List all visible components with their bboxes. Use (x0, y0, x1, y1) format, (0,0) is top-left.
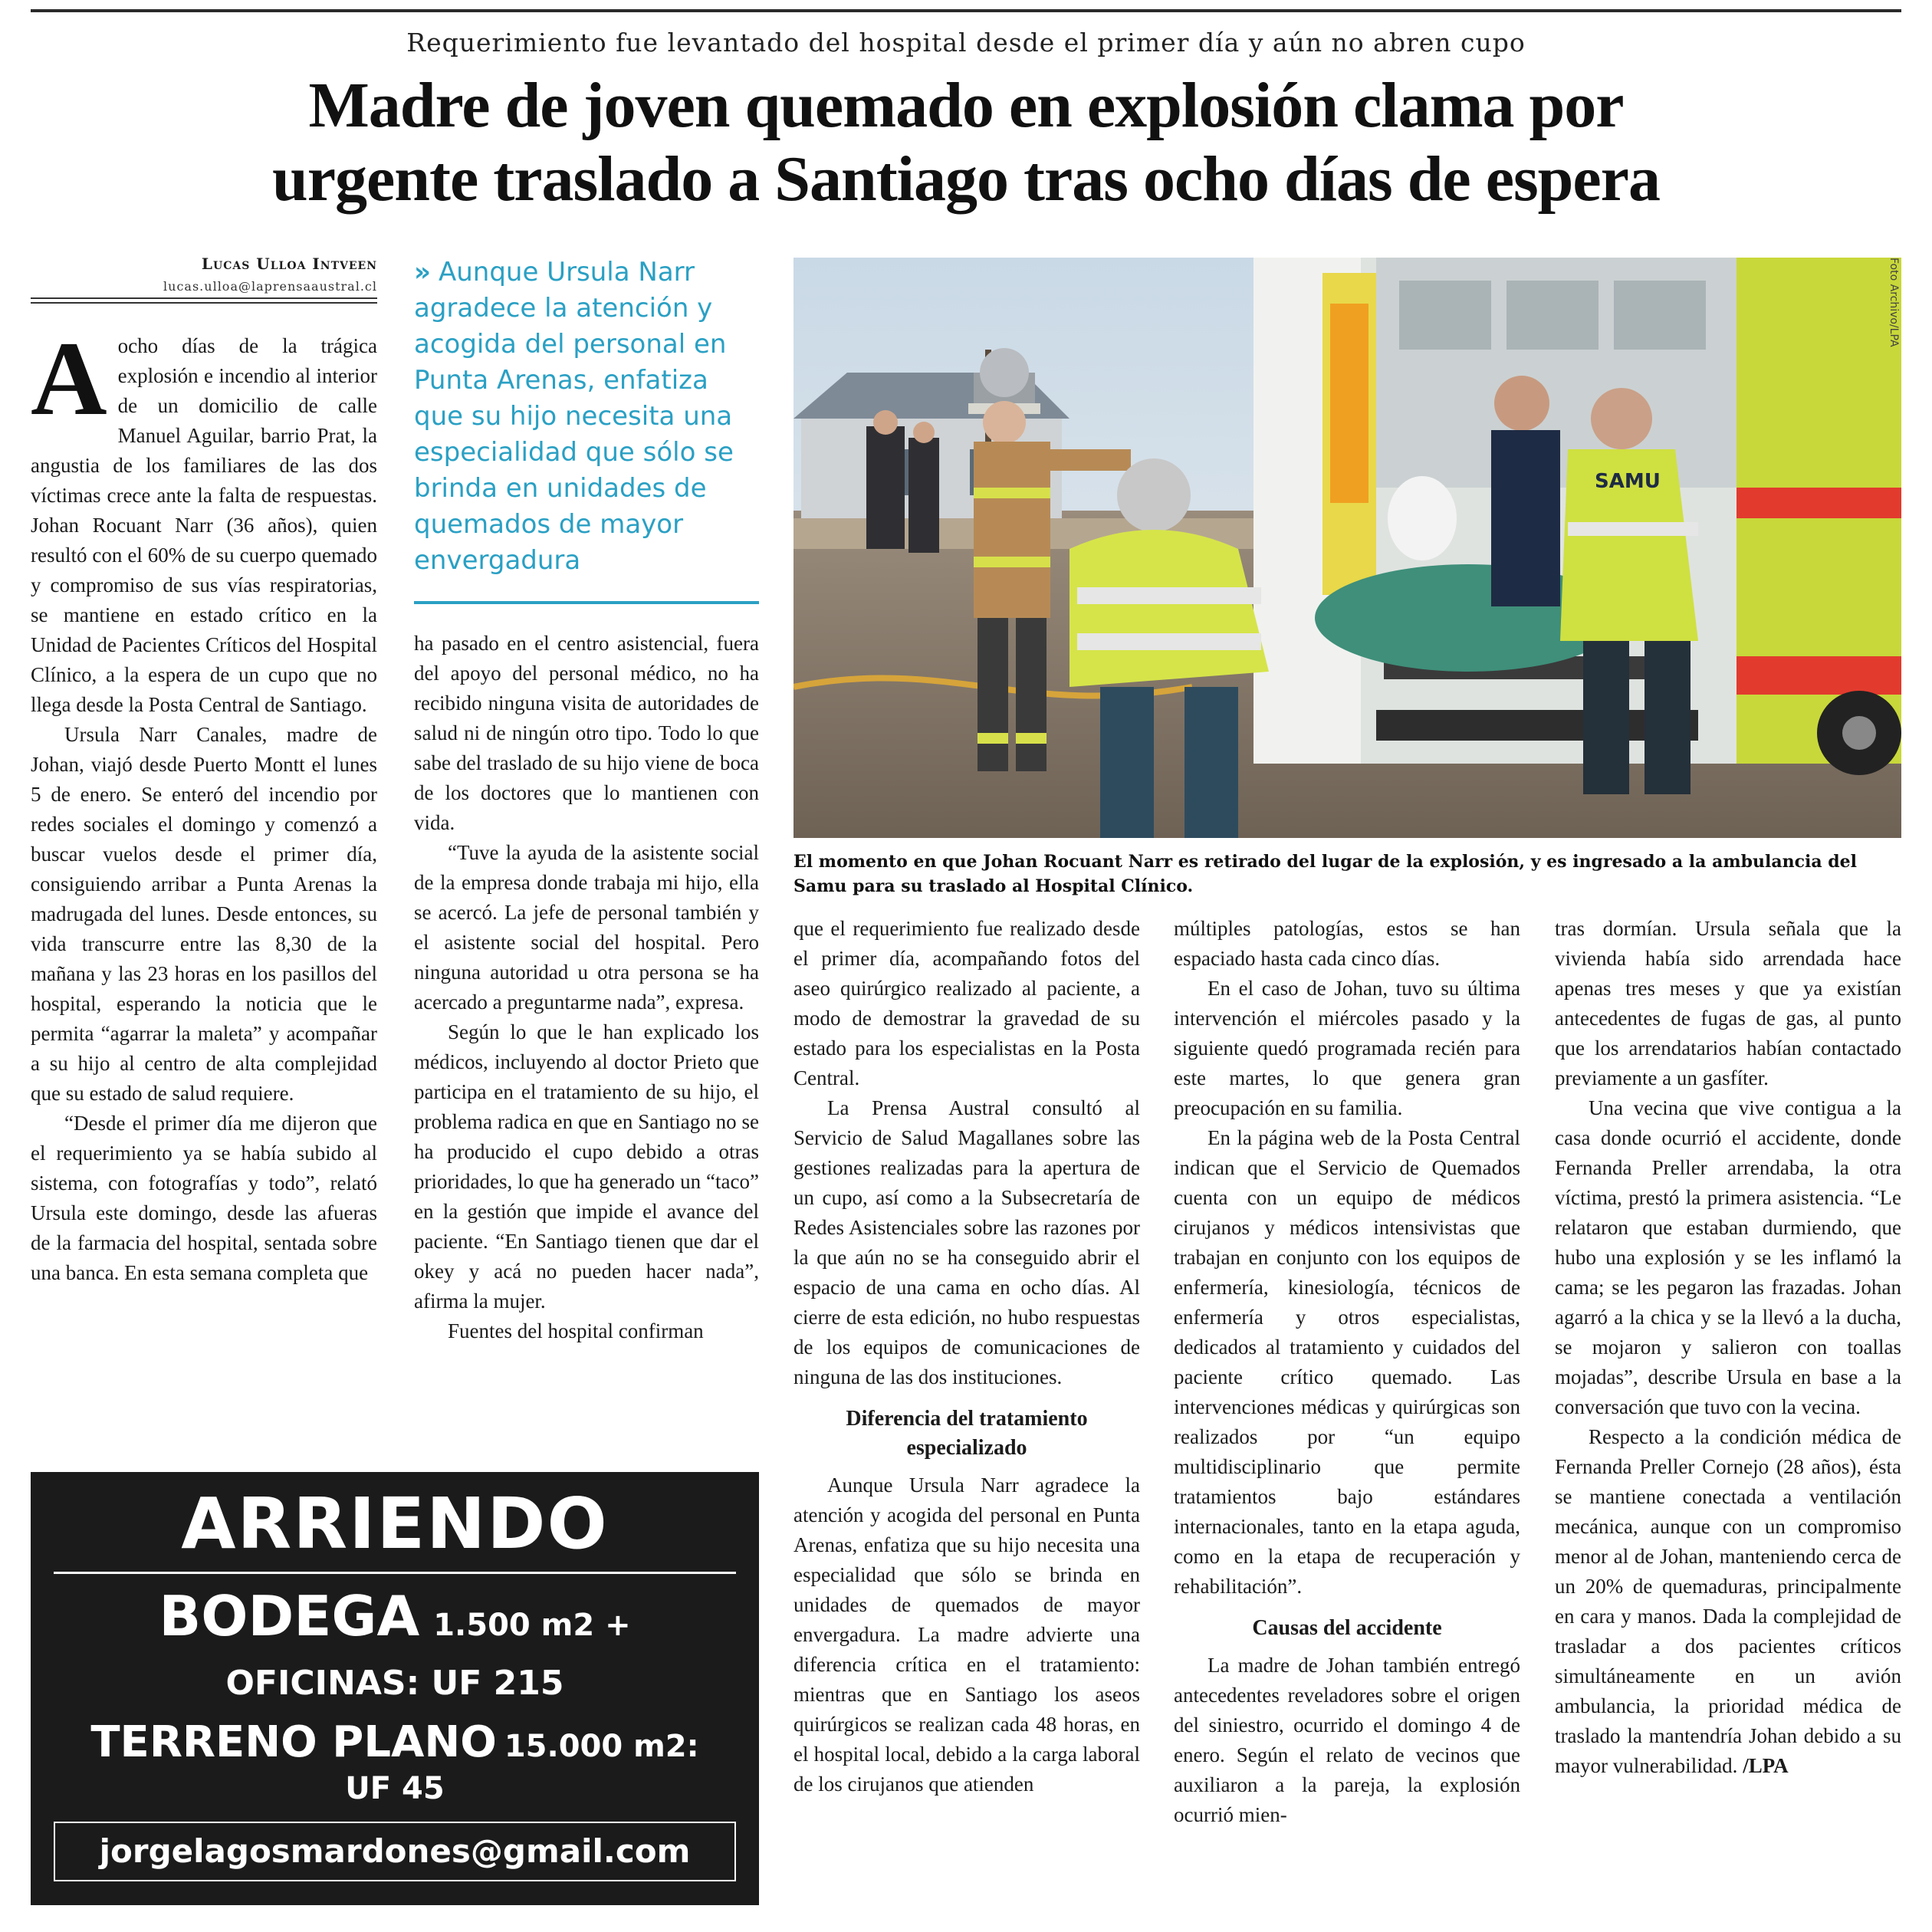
section-subhead: Causas del accidente (1252, 1616, 1442, 1640)
headline (46, 69, 1886, 216)
paragraph: Respecto a la condición médica de Fernanda Preller Cornejo (28 años), ésta se mantiene conectada a ventilación mecánica, aunque con un compromiso menor al de Johan, manteniendo cerca de un 20% de quemaduras, principalmente en cara y manos. Dada la complejidad de trasladar a dos pacientes críticos simultáneamente en un avión ambulancia, la prioridad médica de traslado la mantendría Johan debido a su mayor vulnerabilidad. /LPA (1555, 1425, 1901, 1777)
article-column-3 (794, 914, 1140, 1799)
paragraph: En el caso de Johan, tuvo su última intervención el miércoles pasado y la siguiente quedó programada recién para este martes, lo que genera gran preocupación en su familia. (1174, 977, 1520, 1119)
author-email[interactable]: lucas.ulloa@laprensaaustral.cl (163, 279, 377, 294)
pull-quote-rule (414, 601, 759, 604)
paragraph: tras dormían. Ursula señala que la vivienda había sido arrendada hace apenas tres meses y que ya existían antecedentes de fugas de gas, al punto que los arrendatarios habían contactado previamente a un gasfíter. (1555, 917, 1901, 1089)
paragraph: Fuentes del hospital confirman (448, 1319, 704, 1342)
ad-rule (54, 1572, 736, 1574)
pull-quote (414, 255, 759, 579)
ad-bodega: BODEGA 1.500 m2 + (159, 1584, 631, 1648)
paragraph: Según lo que le han explicado los médicos, incluyendo al doctor Prieto que participa en el tratamiento de su hijo, el problema radica en que en Santiago no se ha producido el cupo debido a otras prioridades, lo que ha generado un “taco” en la gestión que impide el avance del paciente. “En Santiago tienen que dar el okey y acá no pueden hacer nada”, afirma la mujer. (414, 1020, 759, 1313)
ad-terreno: TERRENO PLANO 15.000 m2: (90, 1717, 699, 1767)
pull-quote-text: Aunque Ursula Narr agradece la atención y acogida del personal en Punta Arenas, enfatiza que su hijo necesita una especialidad que sólo se brinda en unidades de quemados de mayor envergadura (414, 257, 734, 576)
article-column-2 (414, 629, 759, 1346)
ad-oficinas: OFICINAS: UF 215 (225, 1664, 564, 1703)
photo-credit: Foto Archivo/LPA (1888, 258, 1900, 347)
section-subhead: Diferencia del tratamiento especializado (846, 1407, 1088, 1460)
paragraph: La madre de Johan también entregó antecedentes reveladores sobre el origen del siniestro, ocurrido el domingo 4 de enero. Según el relato de vecinos que auxiliaron a la pareja, la explosión ocurrió mien- (1174, 1654, 1520, 1826)
author-name: Lucas Ulloa Intveen (201, 255, 377, 273)
article-column-5 (1555, 914, 1901, 1781)
vest-label: SAMU (1595, 470, 1661, 493)
paragraph: La Prensa Austral consultó al Servicio de Salud Magallanes sobre las gestiones realizadas para la apertura de un cupo, así como a la Subsecretaría de Redes Asistenciales sobre las razones por la que aún no se ha conseguido abrir el espacio de una cama en ocho días. Al cierre de esta edición, no hubo respuestas de los equipos de comunicaciones de ninguna de las dos instituciones. (794, 1096, 1140, 1388)
byline-rule (31, 297, 377, 304)
byline (31, 255, 377, 294)
paragraph: En la página web de la Posta Central indican que el Servicio de Quemados cuenta con un equipo de médicos cirujanos y médicos intensivistas que trabajan en conjunto con los equipos de enfermería, kinesiología, técnicos de enfermería y otros especialistas, dedicados al tratamiento y cuidados del paciente crítico quemado. Las intervenciones médicas y quirúrgicas son realizados por “un equipo multidisciplinario que permite tratamientos bajo estándares internacionales, tanto en la etapa aguda, como en la etapa de recuperación y rehabilitación”. (1174, 1126, 1520, 1598)
classified-ad (31, 1472, 759, 1905)
paragraph: ha pasado en el centro asistencial, fuera del apoyo del personal médico, no ha recibido ninguna visita de autoridades de salud ni de ningún otro tipo. Todo lo que sabe del traslado de su hijo viene de boca de los doctores que lo mantienen con vida. (414, 632, 759, 834)
news-photo (794, 258, 1901, 838)
headline-line-1: Madre de joven quemado en explosión clama por (308, 70, 1624, 141)
kicker: Requerimiento fue levantado del hospital desde el primer día y aún no abren cupo (406, 28, 1526, 58)
article-column-4 (1174, 914, 1520, 1830)
dropcap: A (31, 320, 107, 437)
photo-caption: El momento en que Johan Rocuant Narr es retirado del lugar de la explosión, y es ingresado a la ambulancia del Samu para su traslado al Hospital Clínico. (794, 852, 1857, 896)
paragraph: que el requerimiento fue realizado desde el primer día, acompañando fotos del aseo quirúrgico realizado al paciente, a modo de demostrar la gravedad de su estado para los especialistas en la Posta Central. (794, 917, 1140, 1089)
double-chevron-icon: » (414, 257, 431, 288)
headline-line-2: urgente traslado a Santiago tras ocho días de espera (272, 143, 1660, 215)
paragraph: Aunque Ursula Narr agradece la atención y acogida del personal en Punta Arenas, enfatiza que su hijo necesita una especialidad que sólo se brinda en unidades de quemados de mayor envergadura. La madre advierte una diferencia crítica en el tratamiento: mientras que en Santiago los aseos quirúrgicos se realizan cada 48 horas, en el hospital local, debido a la carga laboral de los cirujanos que atienden (794, 1474, 1140, 1796)
paragraph: Una vecina que vive contigua a la casa donde ocurrió el accidente, donde Fernanda Preller arrendaba, la otra víctima, prestó la primera asistencia. “Le relataron que estaban durmiendo, que hubo una explosión y se les inflamó la cama; se les pegaron las frazadas. Johan agarró a la chica y se la llevó a la ducha, se mojaron y salieron con toallas mojadas”, describe Ursula en base a la conversación que tuvo con la vecina. (1555, 1096, 1901, 1418)
paragraph: Ursula Narr Canales, madre de Johan, viajó desde Puerto Montt el lunes 5 de enero. Se enteró del incendio por redes sociales el domingo y comenzó a buscar vuelos desde el primer día, consiguiendo arribar a Punta Arenas la madrugada del lunes. Desde entonces, su vida transcurre entre las 8,30 de la mañana y las 23 horas en los pasillos del hospital, esperando la noticia que le permita “agarrar la maleta” y acompañar a su hijo al centro de alta complejidad que su estado de salud requiere. (31, 723, 377, 1105)
ambulance-scene-illustration (794, 258, 1901, 838)
paragraph: A ocho días de la trágica explosión e incendio al interior de un domicilio de calle Manuel Aguilar, barrio Prat, la angustia de los familiares de las dos víctimas crece ante la falta de respuestas. Johan Rocuant Narr (36 años), quien resultó con el 60% de su cuerpo quemado y compromiso de sus vías respiratorias, se mantiene en estado crítico en la Unidad de Pacientes Críticos del Hospital Clínico, a la espera de un cupo que no llega desde la Posta Central de Santiago. (31, 320, 377, 716)
ad-email[interactable]: jorgelagosmardones@gmail.com (54, 1822, 736, 1881)
ad-terreno-price: UF 45 (345, 1771, 445, 1806)
top-rule (31, 9, 1901, 12)
article-column-1 (31, 320, 377, 1288)
signoff: /LPA (1737, 1754, 1789, 1777)
paragraph: “Desde el primer día me dijeron que el requerimiento ya se había subido al sistema, con fotografías y todo”, relató Ursula este domingo, desde las afueras de la farmacia del hospital, sentada sobre una banca. En esta semana completa que (31, 1112, 377, 1284)
paragraph: “Tuve la ayuda de la asistente social de la empresa donde trabaja mi hijo, ella se acercó. La jefe de personal también y el asistente social del hospital. Pero ninguna autoridad u otra persona se ha acercado a preguntarme nada”, expresa. (414, 841, 759, 1014)
paragraph: múltiples patologías, estos se han espaciado hasta cada cinco días. (1174, 917, 1520, 970)
ad-title: ARRIENDO (181, 1483, 609, 1565)
